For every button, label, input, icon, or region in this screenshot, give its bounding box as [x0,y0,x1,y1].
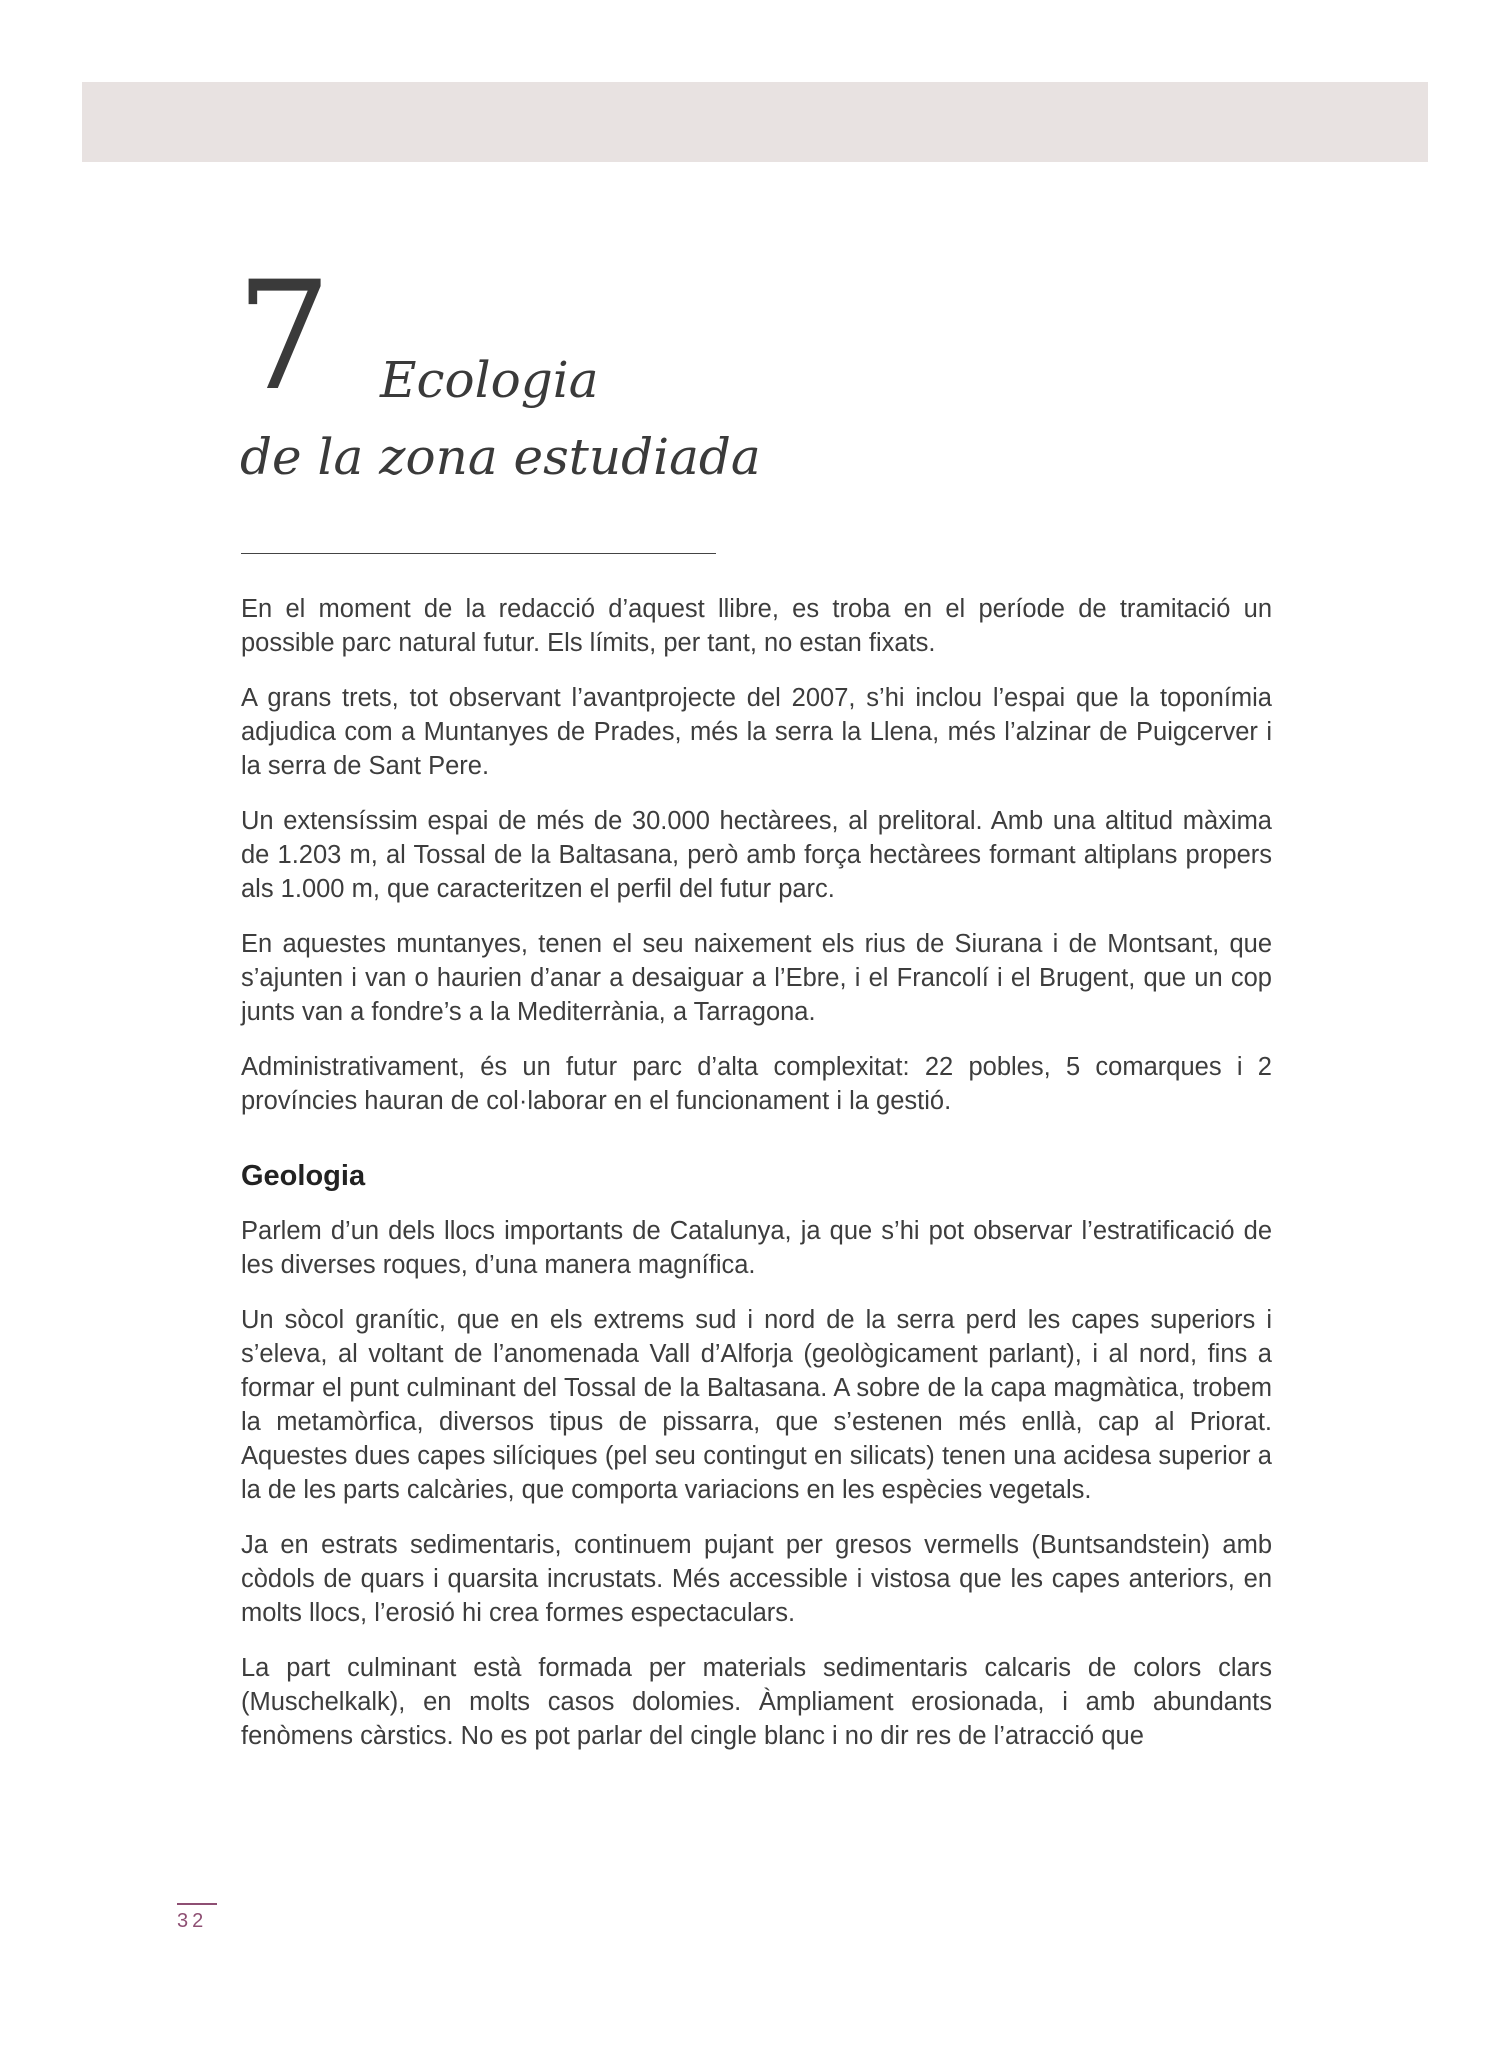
intro-paragraph-3: Un extensíssim espai de més de 30.000 hectàrees, al prelitoral. Amb una altitud màxima de 1.203 m, al Tossal de la Baltasana, però amb força hectàrees formant altiplans propers als 1.000 m, que caracteritzen el perfil del futur parc. [241,807,1272,903]
chapter-number: 7 [236,250,328,424]
body-text [241,592,1272,1774]
page-number-rule [177,1903,217,1905]
intro-paragraph-4: En aquestes muntanyes, tenen el seu naixement els rius de Siurana i de Montsant, que s’ajunten i van o haurien d’anar a desaiguar a l’Ebre, i el Francolí i el Brugent, que un cop junts van a fondre’s a la Mediterrània, a Tarragona. [241,930,1272,1026]
geologia-paragraph-3: Ja en estrats sedimentaris, continuem pujant per gresos vermells (Buntsandstein) amb còdols de quars i quarsita incrustats. Més accessible i vistosa que les capes anteriors, en molts llocs, l’erosió hi crea formes espectaculars. [241,1531,1272,1627]
title-divider [241,553,716,554]
intro-paragraph-1: En el moment de la redacció d’aquest llibre, es troba en el període de tramitació un possible parc natural futur. Els límits, per tant, no estan fixats. [241,595,1272,657]
intro-paragraph-5: Administrativament, és un futur parc d’alta complexitat: 22 pobles, 5 comarques i 2 províncies hauran de col·laborar en el funcionament i la gestió. [241,1053,1272,1115]
chapter-title-line1: Ecologia [380,351,599,409]
geologia-paragraph-4: La part culminant està formada per materials sedimentaris calcaris de colors clars (Muschelkalk), en molts casos dolomies. Àmpliament erosionada, i amb abundants fenòmens càrstics. No es pot parlar del cingle blanc i no dir res de l’atracció que [241,1654,1272,1750]
geologia-paragraph-2: Un sòcol granític, que en els extrems sud i nord de la serra perd les capes superiors i s’eleva, al voltant de l’anomenada Vall d’Alforja (geològicament parlant), i al nord, fins a formar el punt culminant del Tossal de la Baltasana. A sobre de la capa magmàtica, trobem la metamòrfica, diversos tipus de pissarra, que s’estenen més enllà, cap al Priorat. Aquestes dues capes silíciques (pel seu contingut en silicats) tenen una acidesa superior a la de les parts calcàries, que comporta variacions en les espècies vegetals. [241,1306,1272,1504]
geologia-paragraph-1: Parlem d’un dels llocs importants de Catalunya, ja que s’hi pot observar l’estratificació de les diverses roques, d’una manera magnífica. [241,1217,1272,1279]
page-number: 32 [177,1910,208,1932]
section-heading-geologia: Geologia [241,1160,366,1192]
intro-paragraph-2: A grans trets, tot observant l’avantprojecte del 2007, s’hi inclou l’espai que la toponímia adjudica com a Muntanyes de Prades, més la serra la Llena, més l’alzinar de Puigcerver i la serra de Sant Pere. [241,684,1272,780]
chapter-title-line2: de la zona estudiada [240,428,761,486]
header-band [82,82,1428,162]
